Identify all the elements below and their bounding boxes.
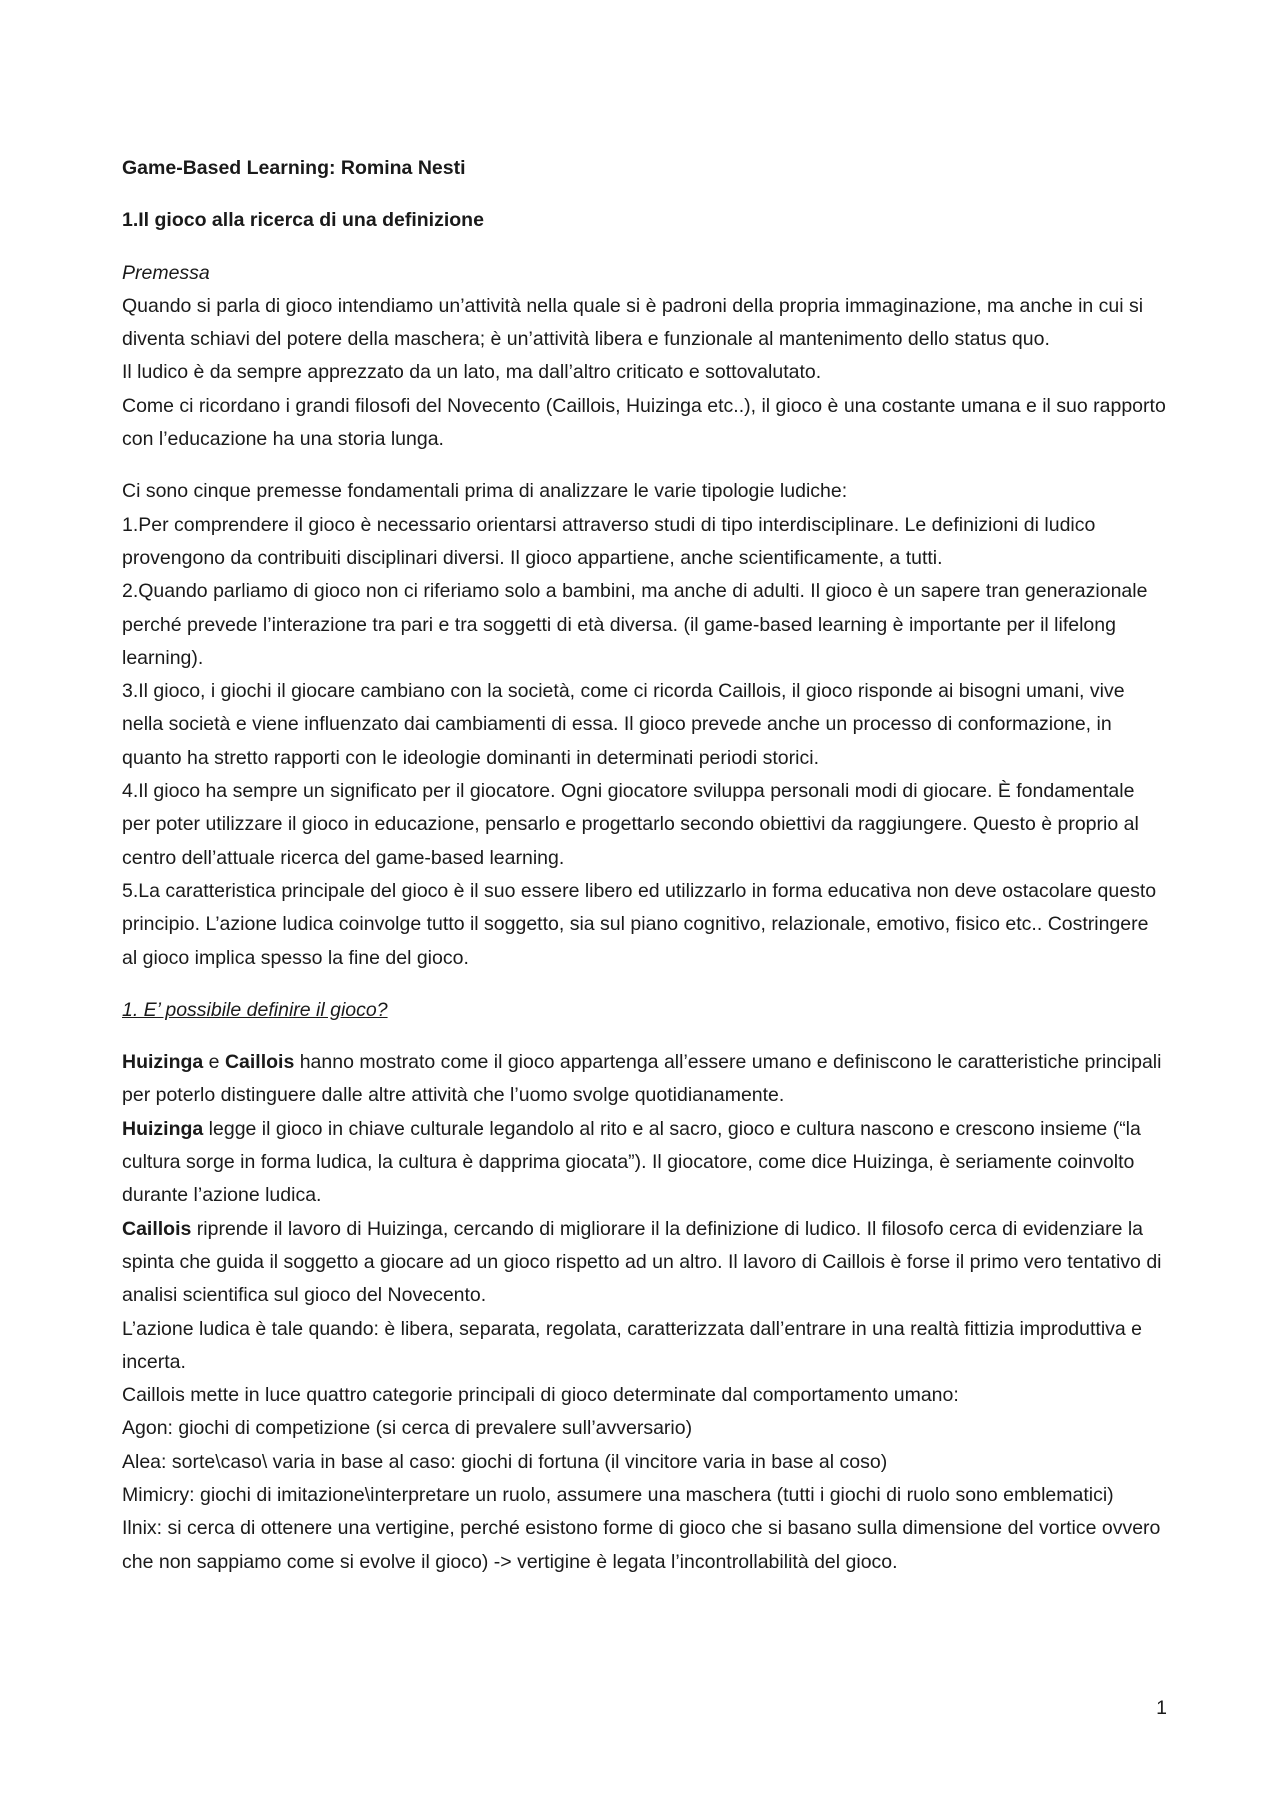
text-span: hanno mostrato come il gioco appartenga all’essere umano e definiscono le caratteristiche principali per poterlo distinguere dalle altre attività che l’uomo svolge quotidianamente. (122, 1051, 1162, 1107)
category-item: Ilnix: si cerca di ottenere una vertigine, perché esistono forme di gioco che si basano sulla dimensione del vortice ovvero che non sappiamo come si evolve il gioco) -> vertigine è legata l’incontrollabilità del gioco. (122, 1517, 1161, 1573)
premise-item: 1.Per comprendere il gioco è necessario orientarsi attraverso studi di tipo interdisciplinare. Le definizioni di ludico provengono da contribuiti disciplinari diversi. Il gioco appartiene, anche scientificamente, a tutti. (122, 513, 1096, 569)
page-number: 1 (1156, 1697, 1167, 1719)
author-name: Caillois (224, 1051, 295, 1074)
category-item: Mimicry: giochi di imitazione\interpretare un ruolo, assumere una maschera (tutti i giochi di ruolo sono emblematici) (122, 1483, 1114, 1506)
category-item: Alea: sorte\caso\ varia in base al caso: giochi di fortuna (il vincitore varia in base al coso) (122, 1450, 888, 1473)
premise-item: 2.Quando parliamo di gioco non ci riferiamo solo a bambini, ma anche di adulti. Il gioco è un sapere tran generazionale perché prevede l’interazione tra pari e tra soggetti di età diversa. (il game-based learning è importante per il lifelong learning). (122, 580, 1148, 669)
text-span: riprende il lavoro di Huizinga, cercando di migliorare il la definizione di ludico. Il filosofo cerca di evidenziare la spinta che guida il soggetto a giocare ad un gioco rispetto ad un altro. Il lavoro di Caillois è forse il primo vero tentativo di analisi scientifica sul gioco del Novecento. (122, 1217, 1162, 1307)
page-body (122, 152, 1167, 1579)
document-title: Game-Based Learning: Romina Nesti (122, 157, 466, 179)
author-name: Caillois (122, 1217, 192, 1240)
section-heading: 1. E’ possibile definire il gioco? (122, 998, 388, 1021)
section-paragraph (122, 1046, 1167, 1113)
text-span: legge il gioco in chiave culturale legandolo al rito e al sacro, gioco e cultura nascono e crescono insieme (“la cultura sorge in forma ludica, la cultura è dapprima giocata”). Il giocatore, come dice Huizinga, è seriamente coinvolto durante l’azione ludica. (122, 1117, 1141, 1207)
chapter-title: 1.Il gioco alla ricerca di una definizione (122, 209, 484, 232)
category-item: Agon: giochi di competizione (si cerca di prevalere sull’avversario) (122, 1417, 693, 1440)
section-paragraph: Caillois mette in luce quattro categorie principali di gioco determinate dal comportamento umano: (122, 1384, 959, 1407)
premessa-label: Premessa (122, 261, 210, 284)
premise-item: 4.Il gioco ha sempre un significato per il giocatore. Ogni giocatore sviluppa personali modi di giocare. È fondamentale per poter utilizzare il gioco in educazione, pensarlo e progettarlo secondo obiettivi da raggiungere. Questo è proprio al centro dell’attuale ricerca del game-based learning. (122, 780, 1139, 869)
section-paragraph (122, 1213, 1167, 1313)
intro-paragraph: Come ci ricordano i grandi filosofi del Novecento (Caillois, Huizinga etc..), il gioco è una costante umana e il suo rapporto con l’educazione ha una storia lunga. (122, 394, 1166, 451)
text-span: e (203, 1051, 225, 1074)
intro-paragraph: Quando si parla di gioco intendiamo un’attività nella quale si è padroni della propria immaginazione, ma anche in cui si diventa schiavi del potere della maschera; è un’attività libera e funzionale al mantenimento dello status quo. (122, 294, 1144, 351)
premise-item: 3.Il gioco, i giochi il giocare cambiano con la società, come ci ricorda Caillois, il gioco risponde ai bisogni umani, vive nella società e viene influenzato dai cambiamenti di essa. Il gioco prevede anche un processo di conformazione, in quanto ha stretto rapporti con le ideologie dominanti in determinati periodi storici. (122, 680, 1125, 769)
author-name: Huizinga (122, 1051, 204, 1074)
author-name: Huizinga (122, 1117, 204, 1140)
premise-item: 5.La caratteristica principale del gioco è il suo essere libero ed utilizzarlo in forma educativa non deve ostacolare questo principio. L’azione ludica coinvolge tutto il soggetto, sia sul piano cognitivo, relazionale, emotivo, fisico etc.. Costringere al gioco implica spesso la fine del gioco. (122, 879, 1157, 969)
intro-paragraph: Il ludico è da sempre apprezzato da un lato, ma dall’altro criticato e sottovalutato. (122, 361, 822, 384)
premises-intro: Ci sono cinque premesse fondamentali prima di analizzare le varie tipologie ludiche: (122, 480, 848, 503)
section-paragraph: L’azione ludica è tale quando: è libera, separata, regolata, caratterizzata dall’entrare in una realtà fittizia improduttiva e incerta. (122, 1317, 1143, 1373)
section-paragraph (122, 1113, 1167, 1213)
